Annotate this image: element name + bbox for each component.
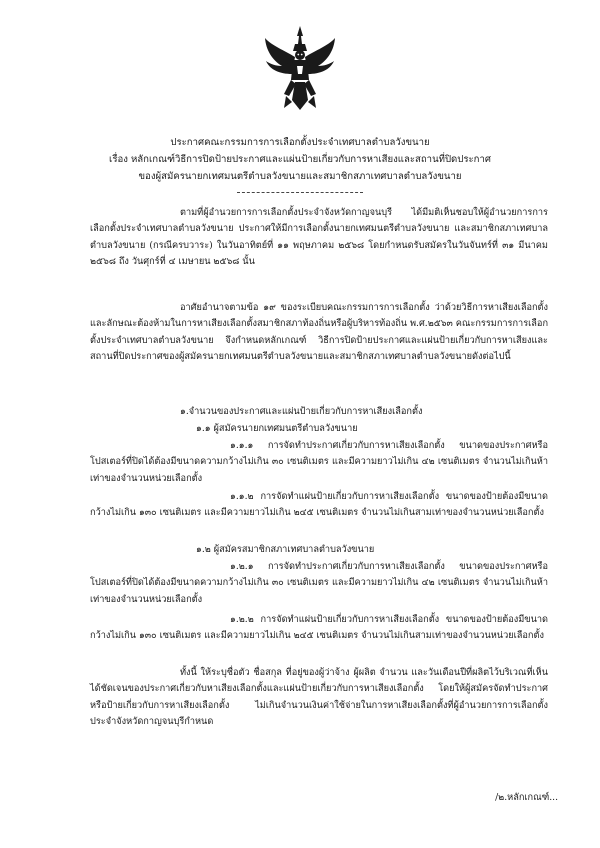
clause-1-1-2: ๑.๑.๒ การจัดทำแผ่นป้ายเกี่ยวกับการหาเสียงเลือกตั้ง ขนาดของป้ายต้องมีขนาดกว้างไม่เกิน ๑๓๐ เซนติเมตร และมีความยาวไม่เกิน ๒๔๕ เซนติเมตร จำนวนไม่เกินสามเท่าของจำนวนหน่วยเลือกตั้ง	[90, 491, 548, 519]
continuation-note: /๒.หลักเกณฑ์...	[495, 792, 558, 803]
paragraph-requirements: ทั้งนี้ ให้ระบุชื่อตัว ชื่อสกุล ที่อยู่ของผู้ว่าจ้าง ผู้ผลิต จำนวน และวันเดือนปีที่ผลิตไว้บริเวณที่เห็นได้ชัดเจนของประกาศเกี่ยวกับหาเสียงเลือกตั้งและแผ่นป้ายเกี่ยวกับการหาเสียงเลือกตั้ง โดยให้ผู้สมัครจัดทำประกาศหรือป้ายเกี่ยวกับการหาเสียงเลือกตั้ง ไม่เกินจำนวนเงินค่าใช้จ่ายในการหาเสียงเลือกตั้งที่ผู้อำนวยการการเลือกตั้งประจำจังหวัดกาญจนบุรีกำหนด	[90, 667, 548, 727]
section-1-heading: ๑.จำนวนของประกาศและแผ่นป้ายเกี่ยวกับการหาเสียงเลือกตั้ง	[180, 406, 423, 417]
section-1-2-heading: ๑.๒ ผู้สมัครสมาชิกสภาเทศบาลตำบลวังขนาย	[196, 544, 375, 555]
subject-line-continued: ของผู้สมัครนายกเทศมนตรีตำบลวังขนายและสมาชิกสภาเทศบาลตำบลวังขนาย	[138, 171, 462, 182]
clause-1-2-2: ๑.๒.๒ การจัดทำแผ่นป้ายเกี่ยวกับการหาเสียงเลือกตั้ง ขนาดของป้ายต้องมีขนาดกว้างไม่เกิน ๑๓๐ เซนติเมตร และมีความยาวไม่เกิน ๒๔๕ เซนติเมตร จำนวนไม่เกินสามเท่าของจำนวนหน่วยเลือกตั้ง	[90, 614, 548, 642]
garuda-emblem-icon	[262, 24, 338, 112]
paragraph-authority: อาศัยอำนาจตามข้อ ๑๙ ของระเบียบคณะกรรมการการเลือกตั้ง ว่าด้วยวิธีการหาเสียงเลือกตั้งและลักษณะต้องห้ามในการหาเสียงเลือกตั้งสมาชิกสภาท้องถิ่นหรือผู้บริหารท้องถิ่น พ.ศ.๒๕๖๓ คณะกรรมการการเลือกตั้งประจำเทศบาลตำบลวังขนาย จึงกำหนดหลักเกณฑ์ วิธีการปิดป้ายประกาศและแผ่นป้ายเกี่ยวกับการหาเสียงและสถานที่ปิดประกาศของผู้สมัครนายกเทศมนตรีตำบลวังขนายและสมาชิกสภาเทศบาลตำบลวังขนายดังต่อไปนี้	[90, 302, 549, 362]
subject-line: เรื่อง หลักเกณฑ์วิธีการปิดป้ายประกาศและแผ่นป้ายเกี่ยวกับการหาเสียงและสถานที่ปิดประกาศ	[109, 154, 491, 165]
dashed-divider	[237, 192, 363, 193]
announcement-title: ประกาศคณะกรรมการการเลือกตั้งประจำเทศบาลตำบลวังขนาย	[170, 137, 430, 148]
clause-1-1-1: ๑.๑.๑ การจัดทำประกาศเกี่ยวกับการหาเสียงเลือกตั้ง ขนาดของประกาศหรือโปสเตอร์ที่ปิดได้ต้องมีขนาดความกว้างไม่เกิน ๓๐ เซนติเมตร และมีความยาวไม่เกิน ๔๒ เซนติเมตร จำนวนไม่เกินห้าเท่าของจำนวนหน่วยเลือกตั้ง	[90, 440, 548, 484]
paragraph-background: ตามที่ผู้อำนวยการการเลือกตั้งประจำจังหวัดกาญจนบุรี ได้มีมติเห็นชอบให้ผู้อำนวยการการเลือกตั้งประจำเทศบาลตำบลวังขนาย ประกาศให้มีการเลือกตั้งนายกเทศมนตรีตำบลวังขนาย และสมาชิกสภาเทศบาลตำบลวังขนาย (กรณีครบวาระ) ในวันอาทิตย์ที่ ๑๑ พฤษภาคม ๒๕๖๘ โดยกำหนดรับสมัครในวันจันทร์ที่ ๓๑ มีนาคม ๒๕๖๘ ถึง วันศุกร์ที่ ๔ เมษายน ๒๕๖๘ นั้น	[90, 207, 548, 267]
section-1-1-heading: ๑.๑ ผู้สมัครนายกเทศมนตรีตำบลวังขนาย	[196, 423, 358, 434]
clause-1-2-1: ๑.๒.๑ การจัดทำประกาศเกี่ยวกับการหาเสียงเลือกตั้ง ขนาดของประกาศหรือโปสเตอร์ที่ปิดได้ต้องมีขนาดความกว้างไม่เกิน ๓๐ เซนติเมตร และมีความยาวไม่เกิน ๔๒ เซนติเมตร จำนวนไม่เกินห้าเท่าของจำนวนหน่วยเลือกตั้ง	[90, 561, 548, 605]
